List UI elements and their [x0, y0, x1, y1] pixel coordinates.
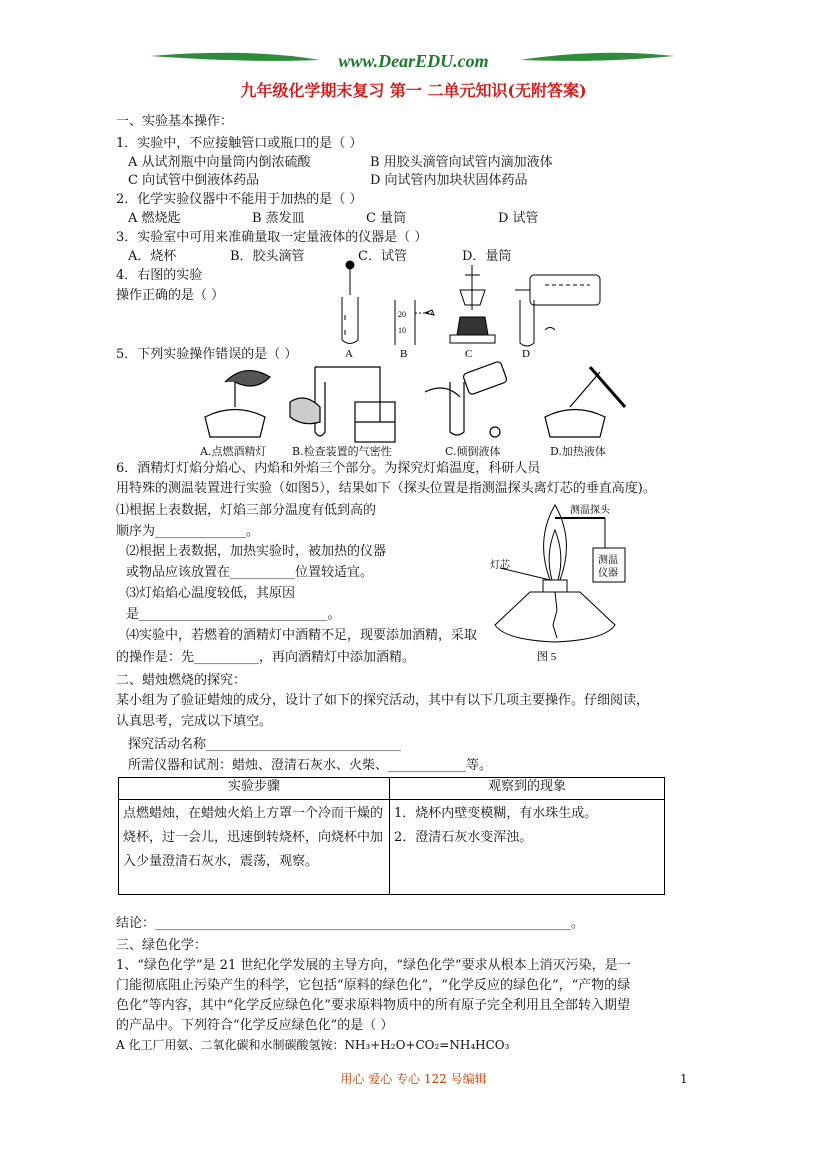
q5-airtight-check: [290, 367, 395, 442]
steps-text: 点燃蜡烛，在蜡烛火焰上方罩一个冷而干燥的烧杯，过一会儿，迅速倒转烧杯，向烧杯中加入少量澄清石灰水，震荡，观察。: [123, 806, 384, 869]
lamp-neck: [543, 580, 567, 592]
section-3-para-2: 门能彻底阻止污染产生的科学，它包括“原料的绿色化”，“化学反应的绿色化”，“产物的绿: [116, 978, 631, 993]
q3-stem: 3．实验室中可用来准确量取一定量液体的仪器是（ ）: [116, 230, 428, 245]
q1-option-d: D 向试管内加块状固体药品: [370, 173, 528, 188]
q4-label-b: B: [400, 348, 408, 360]
q5-figure: [195, 362, 635, 452]
q4-label-d: D: [522, 348, 530, 360]
q4-label-a: A: [345, 348, 353, 360]
page-number: 1: [680, 1072, 688, 1086]
q1-option-a: A 从试剂瓶中向量筒内倒浓硫酸: [128, 155, 311, 170]
q2-option-d: D 试管: [498, 211, 539, 226]
q2-option-c: C 量筒: [366, 211, 407, 226]
fig5-instrument-label-2: 仪器: [598, 568, 618, 579]
q4-heating-setup: [450, 265, 495, 343]
q6-line-2: 用特殊的测温装置进行实验（如图5），结果如下（探头位置是指测温探头离灯芯的垂直高度)。: [116, 481, 656, 496]
q5-caption-b: B.检查装置的气密性: [292, 445, 392, 458]
q5-caption-c: C.倾倒液体: [445, 445, 501, 458]
q4-pouring-setup: [515, 275, 600, 346]
q6-part1-b: 顺序为______________。: [116, 524, 260, 539]
q3-option-d: D．量筒: [462, 249, 512, 264]
q2-option-b: B 蒸发皿: [252, 211, 305, 226]
q5-caption-d: D.加热液体: [550, 445, 606, 458]
observation-1: 1．烧杯内壁变模糊，有水珠生成。: [394, 806, 598, 821]
section-3-para-1: 1、“绿色化学”是 21 世纪化学发展的主导方向，“绿色化学”要求从根本上消灭污染，是一: [116, 958, 631, 973]
observations-cell: [390, 800, 665, 895]
q6-part3-a: ⑶灯焰焰心温度较低，其原因: [126, 586, 296, 601]
q4-label-c: C: [465, 348, 473, 360]
fig5-caption: 图 5: [537, 651, 557, 663]
q6-part2-b: 或物品应该放置在__________位置较适宜。: [126, 565, 374, 580]
flame-outer: [544, 505, 567, 580]
fig5-instrument-label-1: 测温: [598, 555, 618, 566]
q6-line-1: 6．酒精灯灯焰分焰心、内焰和外焰三个部分。为探究灯焰温度，科研人员: [116, 461, 541, 476]
section-3-option-a: A 化工厂用氨、二氧化碳和水制碳酸氢铵：NH₃+H₂O+CO₂=NH₄HCO₃: [116, 1038, 510, 1052]
footer-note: 用心 爱心 专心 122 号编辑: [340, 1072, 487, 1086]
q5-stem: 5．下列实验操作错误的是（ ）: [116, 347, 298, 362]
header-steps: 实验步骤: [119, 778, 390, 800]
observation-2: 2．澄清石灰水变浑浊。: [394, 830, 533, 845]
header-observations: 观察到的现象: [390, 778, 665, 800]
conclusion: 结论：________________________________________________________________。: [116, 916, 585, 931]
materials: 所需仪器和试剂：蜡烛、澄清石灰水、火柴、____________等。: [128, 758, 493, 773]
q4-figure: [320, 255, 620, 360]
fig5-probe-label: 测温探头: [570, 505, 610, 516]
q4-cylinder-reading: [395, 300, 434, 345]
table-header-row: [119, 778, 665, 800]
section-1-heading: 一、实验基本操作：: [116, 114, 234, 129]
q1-stem: 1．实验中，不应接触管口或瓶口的是（ ）: [116, 136, 363, 151]
q1-option-b: B 用胶头滴管向试管内滴加液体: [370, 155, 553, 170]
section-3-heading: 三、绿色化学：: [116, 938, 208, 953]
section-2-intro-1: 某小组为了验证蜡烛的成分，设计了如下的探究活动，其中有以下几项主要操作。仔细阅读，: [116, 693, 650, 708]
site-url[interactable]: www.DearEDU.com: [338, 51, 489, 71]
q6-part4-a: ⑷实验中，若燃着的酒精灯中酒精不足，现要添加酒精，采取: [126, 628, 478, 643]
q4-tick-20: 20: [398, 310, 406, 319]
steps-cell: [119, 800, 390, 895]
q3-option-b: B．胶头滴管: [230, 249, 305, 264]
q6-part2-a: ⑵根据上表数据，加热实验时，被加热的仪器: [126, 544, 387, 559]
q2-stem: 2．化学实验仪器中不能用于加热的是（ ）: [116, 192, 363, 207]
q4-tick-10: 10: [398, 326, 406, 335]
q1-option-c: C 向试管中倒液体药品: [128, 173, 260, 188]
figure-5-alcohol-lamp: [490, 500, 635, 665]
experiment-table: [118, 777, 665, 895]
q6-part3-b: 是_____________________________。: [126, 607, 341, 622]
q3-option-c: C．试管: [358, 249, 407, 264]
q2-option-a: A 燃烧匙: [128, 211, 181, 226]
section-2-heading: 二、蜡烛燃烧的探究：: [116, 673, 247, 688]
section-3-para-4: 的产品中。下列符合“化学反应绿色化”的是（ ）: [116, 1018, 394, 1033]
q4-line-2: 操作正确的是（ ）: [116, 288, 225, 303]
q4-line-1: 4．右图的实验: [116, 268, 203, 283]
q5-caption-a: A.点燃酒精灯: [200, 445, 267, 458]
q4-dropper-tube: [342, 261, 358, 344]
q5-lamp-lighting: [205, 371, 270, 437]
q6-part4-b: 的操作是：先__________，再向酒精灯中添加酒精。: [116, 650, 416, 665]
q5-pouring-liquid: [425, 361, 508, 437]
section-3-para-3: 色化”等内容，其中“化学反应绿色化”要求原料物质中的所有原子完全利用且全部转入期望: [116, 998, 630, 1013]
section-2-intro-2: 认真思考，完成以下填空。: [116, 714, 273, 729]
activity-name: 探究活动名称______________________________: [128, 737, 402, 752]
q5-heating-liquid: [545, 367, 625, 437]
flame-inner: [549, 530, 561, 580]
table-row: [119, 800, 665, 895]
q6-part1-a: ⑴根据上表数据，灯焰三部分温度有低到高的: [116, 503, 377, 518]
document-title: 九年级化学期末复习 第一 二单元知识(无附答案): [240, 81, 587, 100]
q3-option-a: A．烧杯: [128, 249, 177, 264]
wick: [553, 592, 557, 638]
fig5-wick-label: 灯芯: [490, 560, 510, 571]
